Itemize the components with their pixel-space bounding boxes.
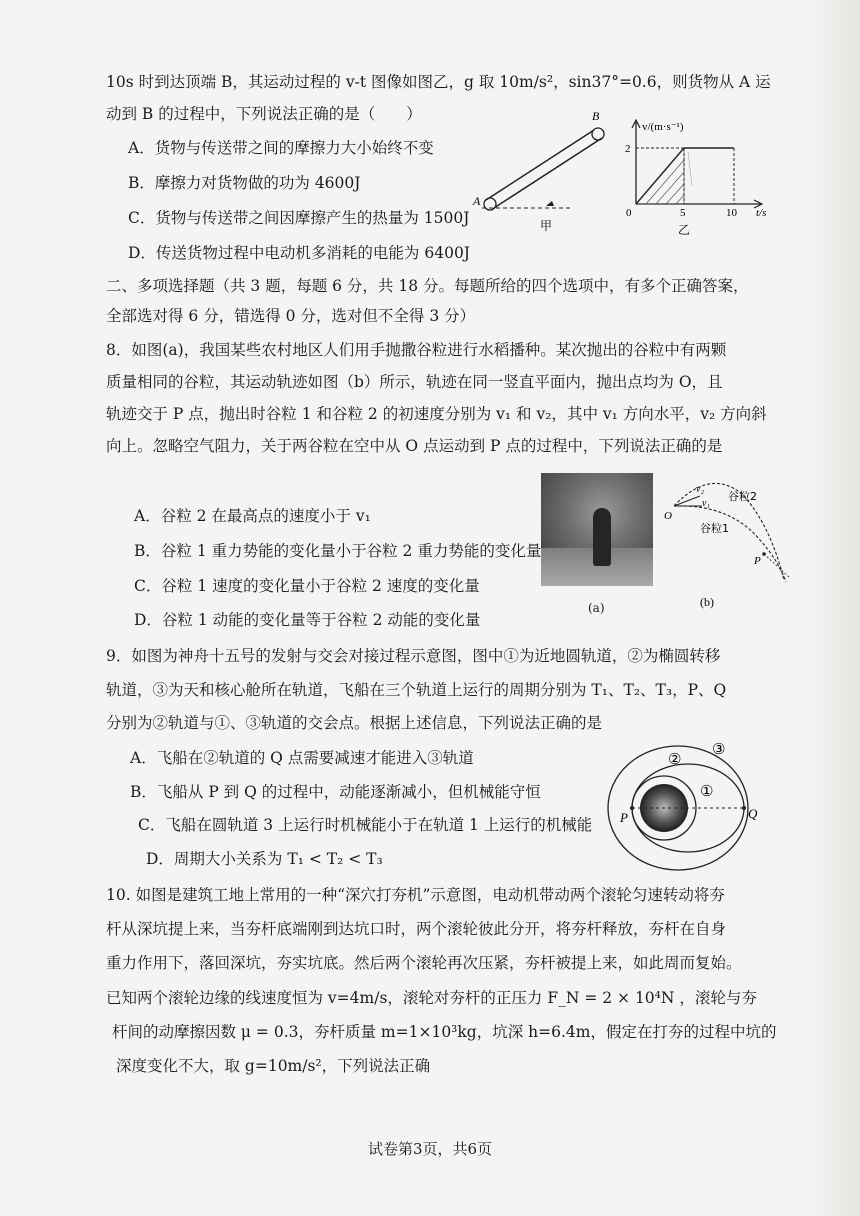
q10-stem-line5: 杆间的动摩擦因数 μ = 0.3，夯杆质量 m=1×10³kg，坑深 h=6.4m，假定在打夯的过程中坑的 xyxy=(112,1023,777,1041)
q10-stem-line4: 已知两个滚轮边缘的线速度恒为 v=4m/s，滚轮对夯杆的正压力 F_N = 2 × 10⁴N ，滚轮与夯 xyxy=(106,989,757,1007)
q9-option-d: D．周期大小关系为 T₁ < T₂ < T₃ xyxy=(146,850,383,868)
q7-yi-ylabel: v/(m·s⁻¹) xyxy=(642,121,684,133)
q8-option-b: B．谷粒 1 重力势能的变化量小于谷粒 2 重力势能的变化量 xyxy=(134,542,542,560)
q8-label-P: P xyxy=(754,555,761,567)
q7-figure-jia xyxy=(472,108,620,236)
q7-yi-origin: 0 xyxy=(626,207,632,219)
q9-label-Q: Q xyxy=(748,806,758,821)
q9-stem-line2: 轨道，③为天和核心舱所在轨道，飞船在三个轨道上运行的周期分别为 T₁、T₂、T₃，P、Q xyxy=(106,681,727,699)
q8-label-v1: v₁ xyxy=(702,498,710,509)
q9-figure-orbits xyxy=(600,738,770,878)
page-footer: 试卷第3页，共6页 xyxy=(367,1140,493,1158)
q8-label-grain1: 谷粒1 xyxy=(700,522,729,535)
q10-stem-line3: 重力作用下，落回深坑，夯实坑底。然后两个滚轮再次压紧，夯杆被提上来，如此周而复始。 xyxy=(106,954,742,972)
q8-stem-line3: 轨迹交于 P 点，抛出时谷粒 1 和谷粒 2 的初速度分别为 v₁ 和 v₂，其中 v₁ 方向水平，v₂ 方向斜 xyxy=(106,405,767,423)
q10-stem-line1: 10. 如图是建筑工地上常用的一种“深穴打夯机”示意图，电动机带动两个滚轮匀速转动将夯 xyxy=(106,886,725,904)
q7-label-A: A xyxy=(473,194,481,208)
q10-stem-line6: 深度变化不大，取 g=10m/s²，下列说法正确 xyxy=(116,1057,431,1075)
q7-option-d: D．传送货物过程中电动机多消耗的电能为 6400J xyxy=(128,244,471,262)
section2-header-line2: 全部选对得 6 分，错选得 0 分，选对但不全得 3 分） xyxy=(106,307,476,325)
q7-caption-jia: 甲 xyxy=(540,219,553,233)
q7-label-B: B xyxy=(592,109,600,123)
q8-stem-line1: 8．如图(a)，我国某些农村地区人们用手抛撒谷粒进行水稻播种。某次抛出的谷粒中有两颗 xyxy=(106,341,727,359)
q7-stem-line1: 10s 时到达顶端 B，其运动过程的 v-t 图像如图乙，g 取 10m/s²，sin37°=0.6，则货物从 A 运 xyxy=(106,73,771,91)
q8-figure-b xyxy=(660,474,800,614)
q9-label-orbit2: ② xyxy=(668,750,682,768)
q9-stem-line3: 分别为②轨道与①、③轨道的交会点。根据上述信息，下列说法正确的是 xyxy=(106,714,603,732)
q8-label-O: O xyxy=(664,510,672,522)
q9-option-c: C．飞船在圆轨道 3 上运行时机械能小于在轨道 1 上运行的机械能 xyxy=(138,816,593,834)
q7-caption-yi: 乙 xyxy=(678,223,691,237)
q7-stem-line2: 动到 B 的过程中，下列说法正确的是（ ） xyxy=(106,105,422,123)
q7-yi-ytick-2: 2 xyxy=(625,143,631,155)
q9-option-a: A．飞船在②轨道的 Q 点需要减速才能进入③轨道 xyxy=(130,749,474,767)
scan-edge-shadow xyxy=(812,0,860,1216)
q8-caption-b: (b) xyxy=(700,595,714,609)
q8-option-d: D．谷粒 1 动能的变化量等于谷粒 2 动能的变化量 xyxy=(134,611,481,629)
q7-yi-xtick-5: 5 xyxy=(680,207,686,219)
q8-figure-a-photo xyxy=(541,473,653,586)
q8-option-a: A．谷粒 2 在最高点的速度小于 v₁ xyxy=(134,507,371,525)
q9-option-b: B．飞船从 P 到 Q 的过程中，动能逐渐减小，但机械能守恒 xyxy=(130,783,541,801)
q8-stem-line2: 质量相同的谷粒，其运动轨迹如图（b）所示，轨迹在同一竖直平面内，抛出点均为 O，且 xyxy=(106,373,723,391)
q7-option-b: B．摩擦力对货物做的功为 4600J xyxy=(128,174,361,192)
q8-caption-a: (a) xyxy=(588,601,605,615)
q7-option-c: C．货物与传送带之间因摩擦产生的热量为 1500J xyxy=(128,209,470,227)
q8-option-c: C．谷粒 1 速度的变化量小于谷粒 2 速度的变化量 xyxy=(134,577,480,595)
q9-label-orbit3: ③ xyxy=(712,740,726,758)
q7-option-a: A．货物与传送带之间的摩擦力大小始终不变 xyxy=(128,139,434,157)
section2-header-line1: 二、多项选择题（共 3 题，每题 6 分，共 18 分。每题所给的四个选项中，有多个正确答案， xyxy=(106,277,749,295)
q7-yi-xtick-10: 10 xyxy=(726,207,737,219)
q9-stem-line1: 9．如图为神舟十五号的发射与交会对接过程示意图，图中①为近地圆轨道，②为椭圆转移 xyxy=(106,647,721,665)
q8-label-grain2: 谷粒2 xyxy=(728,490,757,503)
q10-stem-line2: 杆从深坑提上来，当夯杆底端刚到达坑口时，两个滚轮彼此分开，将夯杆释放，夯杆在自身 xyxy=(106,920,727,938)
q9-label-orbit1: ① xyxy=(700,782,714,800)
q9-label-P: P xyxy=(620,810,628,825)
q8-stem-line4: 向上。忽略空气阻力，关于两谷粒在空中从 O 点运动到 P 点的过程中，下列说法正确的是 xyxy=(106,437,723,455)
q8-label-v2: v₂ xyxy=(696,484,704,495)
q7-figure-yi xyxy=(622,116,782,238)
q7-yi-xlabel: t/s xyxy=(756,207,767,219)
